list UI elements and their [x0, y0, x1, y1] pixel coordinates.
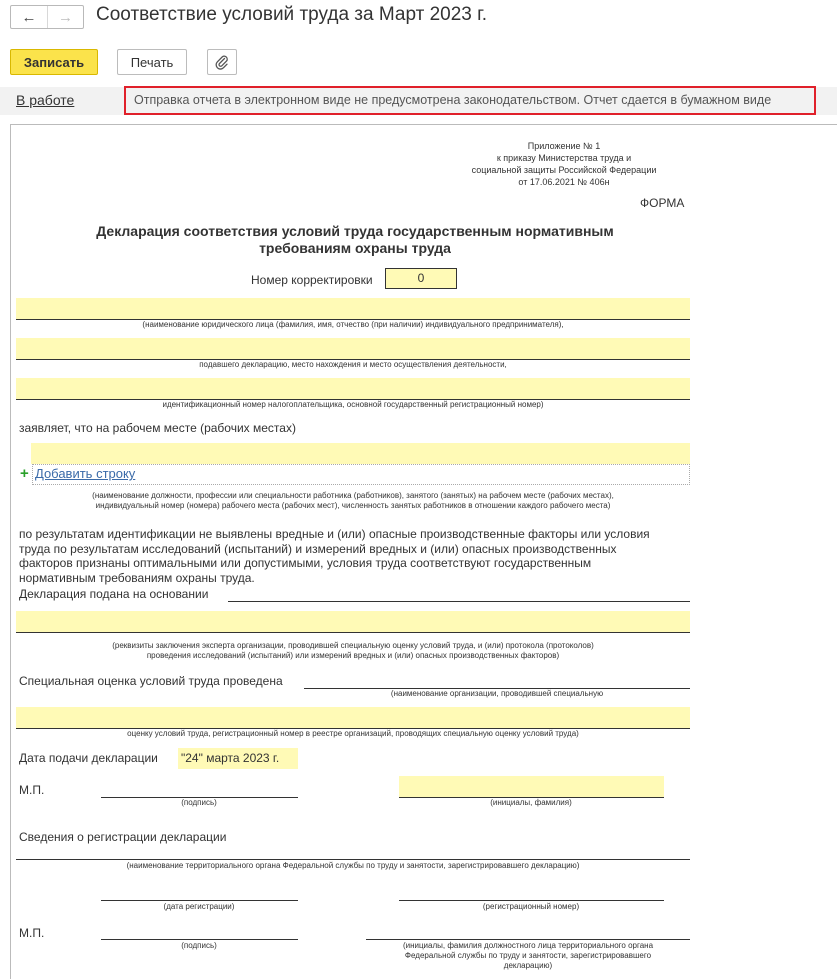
reg-number-caption: (регистрационный номер) — [482, 902, 580, 911]
signature-line-2 — [101, 939, 298, 940]
address-caption: подавшего декларацию, место нахождения и место осуществления деятельности, — [199, 360, 507, 369]
initials-caption: (инициалы, фамилия) — [490, 798, 572, 807]
date-field[interactable]: "24" марта 2023 г. — [178, 748, 298, 769]
heading-line: требованиям охраны труда — [259, 240, 451, 256]
basis-underline-top — [228, 601, 690, 602]
forward-button[interactable]: → — [47, 6, 83, 28]
paragraph-line: факторов признаны оптимальными или допустимыми, условия труда соответствуют государственным — [19, 556, 592, 570]
sout-label: Специальная оценка условий труда проведена — [19, 674, 283, 688]
reg-date-line — [101, 900, 298, 901]
org-name-field[interactable] — [16, 298, 690, 319]
inn-ogrn-caption: идентификационный номер налогоплательщика, основной государственный регистрационный номер) — [162, 400, 544, 409]
initials-field[interactable] — [399, 776, 664, 797]
results-paragraph — [19, 527, 650, 585]
document-frame-left — [10, 124, 11, 979]
save-button[interactable]: Записать — [10, 49, 98, 75]
paragraph-line: нормативным требованиям охраны труда. — [19, 570, 255, 585]
add-row-link[interactable]: Добавить строку — [35, 466, 136, 481]
declares-text: заявляет, что на рабочем месте (рабочих местах) — [19, 421, 296, 435]
position-caption — [92, 491, 614, 511]
caption-line: (наименование должности, профессии или специальности работника (работников), занятого (занятых) на рабочем месте (рабочих местах), — [92, 491, 614, 500]
attach-button[interactable] — [207, 49, 237, 75]
stamp-label-2: М.П. — [19, 926, 45, 940]
status-link[interactable]: В работе — [16, 92, 75, 108]
caption-line: проведения исследований (испытаний) или измерений вредных и (или) опасных производственных факторов) — [146, 651, 560, 660]
basis-caption — [112, 641, 594, 661]
page-title: Соответствие условий труда за Март 2023 г. — [96, 4, 488, 25]
correction-number-input[interactable]: 0 — [385, 268, 457, 289]
heading-line: Декларация соответствия условий труда государственным нормативным — [96, 223, 614, 239]
reg-org-line — [16, 859, 690, 860]
plus-icon: + — [20, 465, 29, 482]
back-button[interactable]: ← — [21, 8, 37, 26]
sout-field[interactable] — [16, 707, 690, 728]
reg-date-caption: (дата регистрации) — [163, 902, 235, 911]
appendix-line: к приказу Министерства труда и — [496, 153, 632, 163]
reg-org-caption: (наименование территориального органа Федеральной службы по труду и занятости, зарегистрировавшего декларацию) — [126, 861, 580, 870]
official-caption — [403, 941, 653, 971]
caption-line: декларацию) — [503, 961, 553, 970]
caption-line: (инициалы, фамилия должностного лица территориального органа — [402, 941, 654, 950]
caption-line: индивидуальный номер (номера) рабочего места (рабочих мест), численность занятых работников в отношении каждого рабочего места) — [95, 501, 611, 510]
caption-line: Федеральной службы по труду и занятости, зарегистрировавшего — [404, 951, 652, 960]
history-nav — [10, 5, 84, 29]
sout-caption-1: (наименование организации, проводившей специальную — [390, 689, 604, 698]
document-frame-top — [10, 124, 837, 125]
correction-label: Номер корректировки — [251, 273, 373, 287]
signature-caption-2: (подпись) — [181, 941, 217, 950]
inn-ogrn-field[interactable] — [16, 378, 690, 399]
paragraph-line: труда по результатам исследований (испытаний) и измерений вредных и (или) опасных производственных — [19, 541, 617, 556]
basis-field[interactable] — [16, 611, 690, 632]
org-name-caption: (наименование юридического лица (фамилия, имя, отчество (при наличии) индивидуального предпринимателя), — [142, 320, 564, 329]
date-label: Дата подачи декларации — [19, 751, 158, 765]
notice-message: Отправка отчета в электронном виде не предусмотрена законодательством. Отчет сдается в бумажном виде — [124, 86, 816, 115]
reg-number-line — [399, 900, 664, 901]
declaration-heading — [96, 223, 613, 257]
caption-line: (реквизиты заключения эксперта организации, проводившей специальную оценку условий труда, и (или) протокола (протоколов) — [112, 641, 594, 650]
print-button[interactable]: Печать — [117, 49, 187, 75]
appendix-block — [472, 140, 657, 188]
basis-underline — [16, 632, 690, 633]
paperclip-icon — [214, 54, 230, 70]
appendix-line: социальной защиты Российской Федерации — [471, 165, 657, 175]
registration-label: Сведения о регистрации декларации — [19, 830, 227, 844]
forma-label: ФОРМА — [640, 196, 685, 210]
signature-caption: (подпись) — [181, 798, 217, 807]
paragraph-line: по результатам идентификации не выявлены вредные и (или) опасные производственные факторы или условия — [19, 527, 650, 541]
address-field[interactable] — [16, 338, 690, 359]
appendix-line: Приложение № 1 — [527, 141, 601, 151]
official-line — [366, 939, 690, 940]
appendix-line: от 17.06.2021 № 406н — [518, 177, 610, 187]
basis-label: Декларация подана на основании — [19, 587, 209, 601]
workplaces-field[interactable] — [31, 443, 690, 464]
sout-caption-2: оценку условий труда, регистрационный номер в реестре организаций, проводящих специальную оценку условий труда) — [127, 729, 579, 738]
stamp-label: М.П. — [19, 783, 45, 797]
